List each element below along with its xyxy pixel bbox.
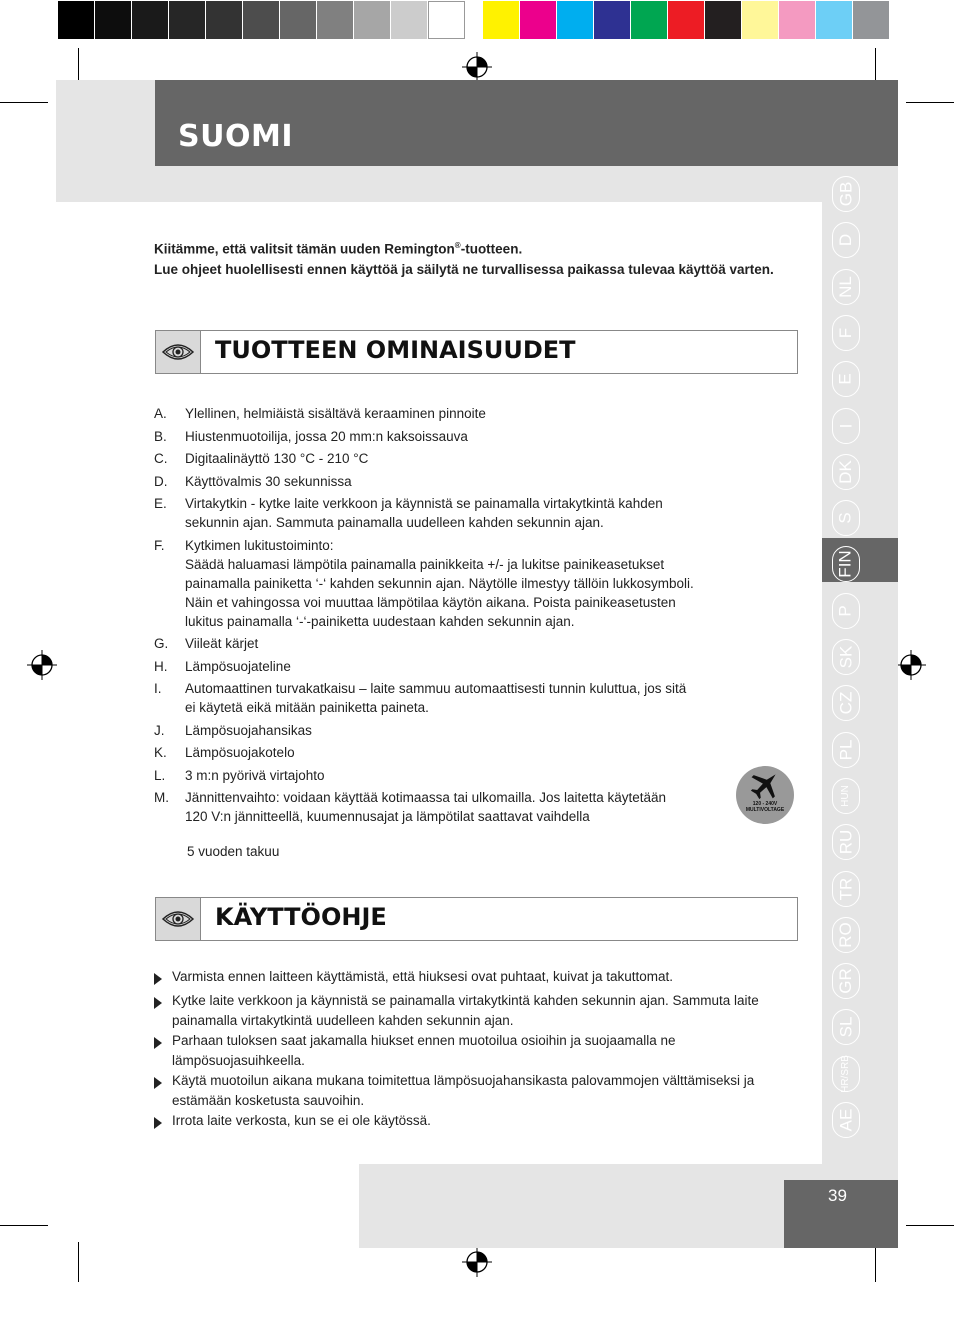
list-item-text: Lämpösuojahansikas (185, 722, 312, 738)
language-tab-ru[interactable] (832, 824, 860, 860)
list-item-text: Kytke laite verkkoon ja käynnistä se painamalla virtakytkintä kahden sekunnin ajan. Sammuta laite painamalla virtakytkintä uudelleen kahden sekunnin ajan. (172, 993, 759, 1028)
color-swatch (428, 1, 465, 39)
registration-mark-icon (896, 650, 926, 680)
list-item-letter: E. (154, 496, 167, 511)
language-tab-label: P (836, 605, 855, 617)
list-item-letter: B. (154, 428, 167, 444)
list-item-text: Viileät kärjet (185, 636, 259, 651)
language-tab-f[interactable] (832, 315, 860, 351)
list-item-letter: M. (154, 790, 169, 805)
list-item-text: Lämpösuojakotelo (185, 745, 295, 760)
language-tab-label: RU (836, 829, 855, 855)
color-swatch (705, 1, 742, 39)
list-item-letter: K. (154, 745, 167, 760)
list-item-text: Käyttövalmis 30 sekunnissa (185, 473, 352, 489)
color-swatch (169, 1, 206, 39)
language-tab-e[interactable] (832, 361, 860, 397)
multivoltage-badge (736, 766, 794, 824)
list-item-letter: I. (154, 681, 162, 696)
list-item-text: 3 m:n pyörivä virtajohto (185, 767, 325, 783)
list-item-text: Irrota laite verkosta, kun se ei ole käytössä. (172, 1113, 431, 1128)
bullet-triangle-icon (154, 967, 172, 991)
color-calibration-bar-right (483, 1, 890, 39)
color-swatch (391, 1, 428, 39)
color-swatch (95, 1, 132, 39)
language-tab-label: SL (835, 1016, 855, 1038)
language-tab-tr[interactable] (832, 871, 860, 907)
language-tab-label: HUN (839, 785, 851, 807)
color-swatch (779, 1, 816, 39)
language-tab-dk[interactable] (832, 454, 860, 490)
language-tab-gr[interactable] (832, 963, 860, 999)
language-tab-label: RO (836, 922, 855, 948)
page-title: SUOMI (178, 119, 293, 154)
list-item-text: Varmista ennen laitteen käyttämistä, että hiuksesi ovat puhtaat, kuivat ja takuttomat. (172, 969, 674, 984)
language-tab-label: D (836, 234, 855, 247)
list-item-letter: A. (154, 406, 167, 421)
language-tab-label: F (835, 327, 855, 339)
language-tab-d[interactable] (832, 222, 860, 258)
language-tab-sk[interactable] (832, 639, 860, 675)
color-swatch (354, 1, 391, 39)
color-swatch (483, 1, 520, 39)
language-tab-s[interactable] (832, 500, 860, 536)
language-tab-label: E (836, 373, 855, 385)
list-item-text: Kytkimen lukitustoiminto: Säädä haluamasi lämpötila painamalla painikkeita +/- ja lukitse painikeasetukset painamalla painiketta ‘-‘ kahden sekunnin ajan. Näytölle ilmestyy tällöin lukkosymboli. Näin et vahingossa voi muuttaa lämpötilaa käytön aikana. Poista painikeasetusten lukitus painamalla ‘-‘-painiketta uudestaan kahden sekunnin ajan. (185, 537, 694, 629)
list-item-text: Ylellinen, helmiäistä sisältävä keraaminen pinnoite (185, 406, 486, 421)
features-list (154, 404, 774, 830)
color-swatch (631, 1, 668, 39)
eye-icon (156, 331, 201, 373)
crop-mark (0, 102, 48, 103)
list-item-text: Jännittenvaihto: voidaan käyttää kotimaassa tai ulkomailla. Jos laitetta käytetään 120 V:n jännitteellä, kuumennusajat ja lämpötilat saattavat vaihdella (185, 790, 667, 824)
bullet-triangle-icon (154, 1031, 172, 1071)
color-swatch (557, 1, 594, 39)
list-item (154, 657, 774, 676)
list-item (154, 494, 774, 532)
language-tab-p[interactable] (832, 593, 860, 629)
crop-mark (78, 1242, 79, 1282)
list-item-letter: D. (154, 473, 168, 489)
list-item-text: Virtakytkin - kytke laite verkkoon ja käynnistä se painamalla virtakytkintä kahden sekunnin ajan. Sammuta painamalla uudelleen kahden sekunnin ajan. (185, 496, 663, 530)
list-item-text: Lämpösuojateline (185, 658, 291, 674)
voltage-range: 120 - 240V (752, 801, 778, 807)
intro-line-1: Kiitämme, että valitsit tämän uuden Remington (154, 241, 455, 257)
intro-text (154, 236, 774, 281)
list-item-text: Hiustenmuotoilija, jossa 20 mm:n kaksoissauva (185, 428, 468, 444)
color-swatch (58, 1, 95, 39)
language-tab-sl[interactable] (832, 1009, 860, 1045)
language-tab-label: HR/SRB (840, 1054, 852, 1093)
language-tab-nl[interactable] (832, 269, 860, 305)
list-item-letter: G. (154, 636, 169, 651)
list-item (154, 1071, 774, 1111)
language-tab-label: S (836, 512, 855, 524)
language-tab-label: GR (836, 968, 855, 994)
language-tab-gb[interactable] (832, 176, 860, 212)
color-calibration-bar-left (58, 1, 465, 39)
color-swatch (280, 1, 317, 39)
language-tab-pl[interactable] (832, 732, 860, 768)
list-item-text: Automaattinen turvakatkaisu – laite sammuu automaattisesti tunnin kuluttua, jos sitä ei käytetä eikä mitään painiketta paineta. (185, 681, 687, 715)
section-title: TUOTTEEN OMINAISUUDET (215, 336, 576, 364)
language-tab-hun[interactable] (832, 778, 860, 814)
color-swatch (594, 1, 631, 39)
section-header-instructions (155, 897, 798, 941)
list-item (154, 766, 774, 785)
language-tab-label: GB (836, 181, 855, 207)
list-item (154, 427, 774, 446)
multivoltage-text: MULTIVOLTAGE (745, 807, 785, 813)
color-swatch (206, 1, 243, 39)
list-item-letter: L. (154, 767, 166, 783)
language-tab-label: SK (836, 645, 855, 669)
color-swatch (132, 1, 169, 39)
color-swatch (853, 1, 890, 39)
multivoltage-label (736, 801, 794, 813)
list-item-letter: C. (154, 451, 168, 466)
language-tab-fin[interactable] (832, 546, 860, 582)
list-item (154, 967, 774, 991)
list-item (154, 536, 774, 631)
bullet-triangle-icon (154, 991, 172, 1031)
bullet-triangle-icon (154, 1071, 172, 1111)
language-tab-ae[interactable] (832, 1102, 860, 1138)
registration-mark-icon (462, 52, 492, 82)
page-number: 39 (828, 1186, 847, 1205)
language-tab-label: DK (836, 459, 855, 484)
language-tab-i[interactable] (832, 408, 860, 444)
list-item (154, 991, 774, 1031)
color-swatch (520, 1, 557, 39)
color-swatch (243, 1, 280, 39)
language-tab-cz[interactable] (832, 685, 860, 721)
list-item (154, 788, 774, 826)
crop-mark (875, 1242, 876, 1282)
registration-mark-icon (462, 1247, 492, 1277)
warranty-text: 5 vuoden takuu (187, 844, 280, 859)
crop-mark (906, 1225, 954, 1226)
eye-icon (156, 898, 201, 940)
list-item-text: Parhaan tuloksen saat jakamalla hiukset ennen muotoilua osioihin ja suojaamalla ne lämpösuojasuihkeella. (172, 1033, 676, 1068)
list-item-letter: F. (154, 537, 165, 553)
list-item (154, 1031, 774, 1071)
airplane-icon (736, 766, 794, 806)
language-tab-label: FIN (836, 550, 856, 579)
list-item (154, 679, 774, 717)
language-tab-label: I (835, 423, 855, 428)
list-item (154, 634, 774, 653)
color-swatch (317, 1, 354, 39)
language-tab-label: TR (835, 877, 855, 900)
list-item-text: Digitaalinäyttö 130 °C - 210 °C (185, 451, 369, 466)
list-item-letter: J. (154, 722, 165, 738)
intro-line-1-end: -tuotteen. (460, 241, 523, 257)
language-tab-label: NL (835, 275, 855, 298)
list-item (154, 449, 774, 468)
language-tab-ro[interactable] (832, 917, 860, 953)
crop-mark (0, 1225, 48, 1226)
color-swatch (742, 1, 779, 39)
registration-mark-icon (27, 650, 57, 680)
crop-mark (906, 102, 954, 103)
language-tab-label: PL (835, 739, 855, 760)
color-swatch (816, 1, 853, 39)
bullet-triangle-icon (154, 1111, 172, 1135)
list-item (154, 1111, 774, 1135)
language-tab-label: CZ (835, 691, 855, 715)
section-title: KÄYTTÖOHJE (215, 903, 387, 931)
instructions-list (154, 967, 774, 1135)
language-tab-hr-srb[interactable] (832, 1056, 860, 1092)
intro-line-2: Lue ohjeet huolellisesti ennen käyttöä ja säilytä ne turvallisessa paikassa tulevaa käyttöä varten. (154, 262, 774, 277)
list-item-text: Käytä muotoilun aikana mukana toimitettua lämpösuojahansikasta palovammojen välttämiseksi ja estämään kosketusta sauvoihin. (172, 1073, 755, 1108)
list-item (154, 721, 774, 740)
language-tab-label: AE (836, 1108, 855, 1132)
list-item (154, 743, 774, 762)
list-item (154, 404, 774, 423)
list-item-letter: H. (154, 658, 168, 674)
section-header-features (155, 330, 798, 374)
registered-mark: ® (454, 241, 461, 250)
color-swatch (668, 1, 705, 39)
list-item (154, 472, 774, 491)
